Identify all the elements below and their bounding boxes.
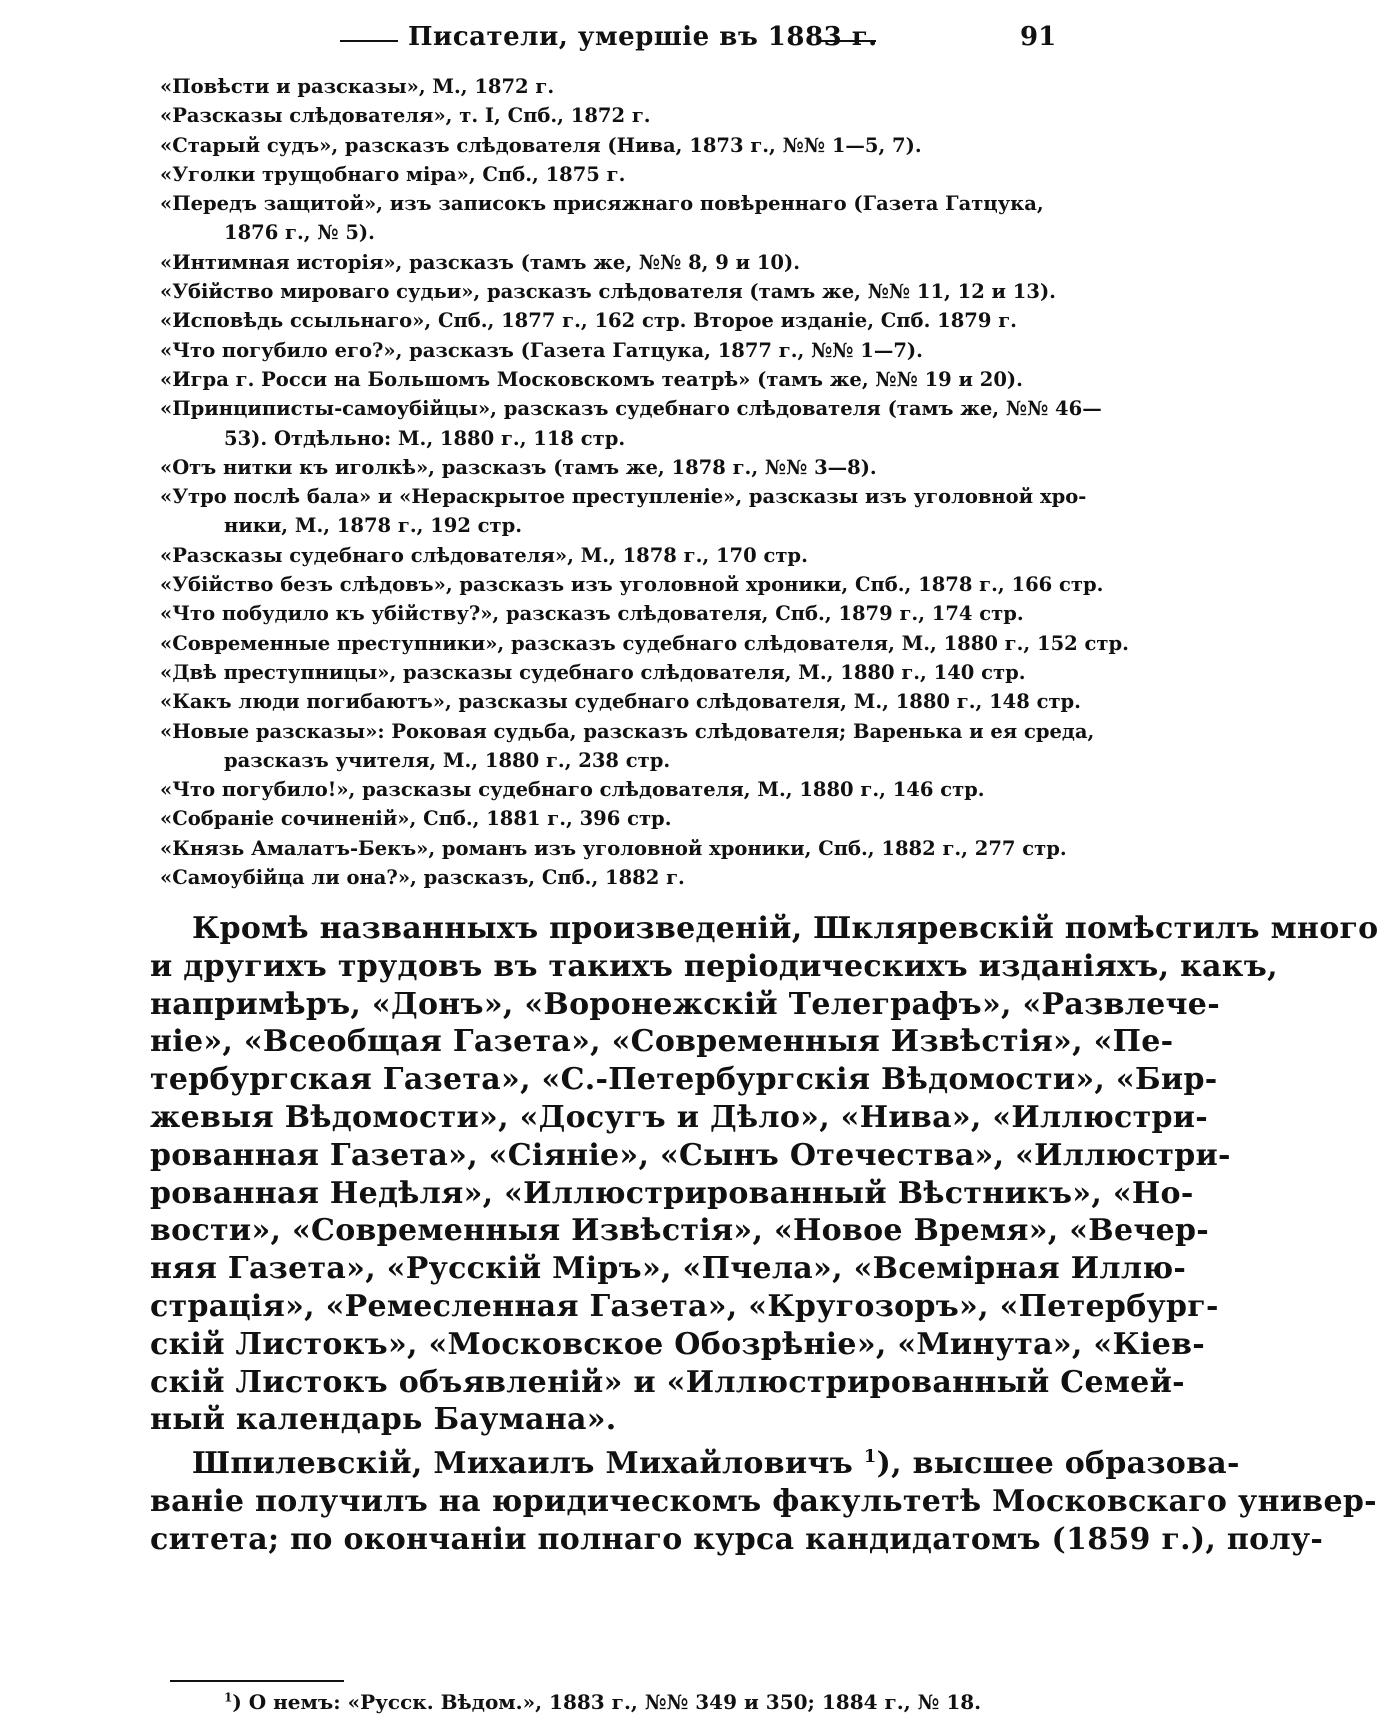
entry-line: «Старый судъ», разсказъ слѣдователя (Нива, 1873 г., №№ 1—5, 7). <box>160 133 922 157</box>
bibliography-entry <box>160 453 1050 482</box>
entry-line: «Князь Амалатъ-Бекъ», романъ изъ уголовной хроники, Спб., 1882 г., 277 стр. <box>160 836 1067 860</box>
bibliography-entry <box>160 629 1129 658</box>
paragraph-line: скій Листокъ объявленій» и «Иллюстрированный Семей- <box>150 1364 1185 1400</box>
header-rule-left <box>340 40 398 42</box>
bibliography-entry <box>160 687 1081 716</box>
paragraph-line: рованная Недѣля», «Иллюстрированный Вѣстникъ», «Но- <box>150 1175 1194 1211</box>
bibliography-entry <box>160 248 1050 277</box>
paragraph-line <box>150 1445 1240 1483</box>
entry-line: «Игра г. Росси на Большомъ Московскомъ театрѣ» (тамъ же, №№ 19 и 20). <box>160 367 1023 391</box>
header-title: Писатели, умершіе въ 1883 г. <box>408 22 878 52</box>
page-number: 91 <box>1020 22 1057 52</box>
entry-line: «Двѣ преступницы», разсказы судебнаго слѣдователя, М., 1880 г., 140 стр. <box>160 660 1026 684</box>
bibliography-entry <box>160 599 1050 628</box>
entry-line: «Отъ нитки къ иголкѣ», разсказъ (тамъ же, 1878 г., №№ 3—8). <box>160 455 877 479</box>
entry-line: «Какъ люди погибаютъ», разсказы судебнаго слѣдователя, М., 1880 г., 148 стр. <box>160 690 1081 714</box>
entry-line: «Что погубило его?», разсказъ (Газета Гатцука, 1877 г., №№ 1—7). <box>160 338 923 362</box>
paragraph-line: ніе», «Всеобщая Газета», «Современныя Извѣстія», «Пе- <box>150 1024 1174 1060</box>
paragraph-line: скій Листокъ», «Московское Обозрѣніе», «Минута», «Кіев- <box>150 1326 1206 1362</box>
entry-line: «Исповѣдь ссыльнаго», Спб., 1877 г., 162 стр. Второе изданіе, Спб. 1879 г. <box>160 309 1017 333</box>
bibliography-entry <box>160 160 1050 189</box>
body-text <box>150 910 1379 1559</box>
paragraph-line: вости», «Современныя Извѣстія», «Новое Время», «Вечер- <box>150 1213 1210 1249</box>
paragraph-line: страція», «Ремесленная Газета», «Кругозоръ», «Петербург- <box>150 1288 1219 1324</box>
entry-line: «Принциписты-самоубійцы», разсказъ судебнаго слѣдователя (тамъ же, №№ 46— <box>160 397 1102 421</box>
paragraph-periodicals <box>150 910 1379 1439</box>
entry-line: «Интимная исторія», разсказъ (тамъ же, №№ 8, 9 и 10). <box>160 250 800 274</box>
bibliography-entry <box>160 834 1067 863</box>
bibliography-entry <box>160 365 1050 394</box>
footnote <box>224 1690 1044 1714</box>
running-header <box>0 22 1140 62</box>
paragraph-line: няя Газета», «Русскій Міръ», «Пчела», «Всемірная Иллю- <box>150 1251 1187 1287</box>
bibliography-entry <box>160 336 1050 365</box>
bibliography-entry <box>160 131 1050 160</box>
entry-line: «Собраніе сочиненій», Спб., 1881 г., 396 стр. <box>160 807 672 831</box>
entry-line: «Уголки трущобнаго міра», Спб., 1875 г. <box>160 162 626 186</box>
entry-line: «Передъ защитой», изъ записокъ присяжнаго повѣреннаго (Газета Гатцука, <box>160 192 1044 216</box>
paragraph-line: и другихъ трудовъ въ такихъ періодическихъ изданіяхъ, какъ, <box>150 948 1278 984</box>
entry-line: «Самоубійца ли она?», разсказъ, Спб., 1882 г. <box>160 866 685 890</box>
entry-continuation: 1876 г., № 5). <box>224 221 375 245</box>
bibliography-entry <box>160 717 1095 776</box>
paragraph-line: ситета; по окончаніи полнаго курса кандидатомъ (1859 г.), полу- <box>150 1521 1324 1557</box>
entry-line: «Разсказы судебнаго слѣдователя», М., 1878 г., 170 стр. <box>160 543 808 567</box>
entry-line: «Убійство безъ слѣдовъ», разсказъ изъ уголовной хроники, Спб., 1878 г., 166 стр. <box>160 573 1104 597</box>
footnote-marker: 1 <box>224 1690 233 1705</box>
bibliography-entry <box>160 394 1102 453</box>
bibliography-entry <box>160 482 1087 541</box>
bibliography-entry <box>160 72 1050 101</box>
entry-line: «Повѣсти и разсказы», М., 1872 г. <box>160 75 555 98</box>
entry-line: «Разсказы слѣдователя», т. I, Спб., 1872 г. <box>160 104 651 128</box>
entry-line: «Что побудило къ убійству?», разсказъ слѣдователя, Спб., 1879 г., 174 стр. <box>160 602 1024 626</box>
entry-continuation: разсказъ учителя, М., 1880 г., 238 стр. <box>224 748 671 772</box>
entry-continuation: 53). Отдѣльно: М., 1880 г., 118 стр. <box>224 426 626 450</box>
paragraph-shpilevsky <box>150 1445 1377 1558</box>
bibliography-entry <box>160 277 1056 306</box>
footnote-rule <box>170 1680 344 1682</box>
paragraph-line-text: ), высшее образова- <box>876 1446 1240 1482</box>
header-rule-right <box>818 40 876 42</box>
entry-line: «Убійство мироваго судьи», разсказъ слѣдователя (тамъ же, №№ 11, 12 и 13). <box>160 280 1056 304</box>
paragraph-line: Кромѣ названныхъ произведеній, Шкляревскій помѣстилъ много <box>192 911 1379 946</box>
paragraph-line: жевыя Вѣдомости», «Досугъ и Дѣло», «Нива», «Иллюстри- <box>150 1099 1209 1135</box>
paragraph-line: рованная Газета», «Сіяніе», «Сынъ Отечества», «Иллюстри- <box>150 1137 1231 1173</box>
bibliography-entry <box>160 189 1050 248</box>
entry-line: «Новые разсказы»: Роковая судьба, разсказъ слѣдователя; Варенька и ея среда, <box>160 719 1095 743</box>
bibliography-entry <box>160 541 1050 570</box>
entry-continuation: ники, М., 1878 г., 192 стр. <box>224 514 523 538</box>
bibliography-entry <box>160 570 1104 599</box>
bibliography-entry <box>160 863 1050 892</box>
entry-line: «Современные преступники», разсказъ судебнаго слѣдователя, М., 1880 г., 152 стр. <box>160 631 1129 655</box>
bibliography-entry <box>160 804 1050 833</box>
paragraph-line: ный календарь Баумана». <box>150 1402 617 1438</box>
paragraph-line: напримѣръ, «Донъ», «Воронежскій Телеграфъ», «Развлече- <box>150 986 1220 1022</box>
bibliography-entry <box>160 658 1050 687</box>
author-name: Шпилевскій, Михаилъ Михайловичъ <box>192 1446 864 1482</box>
paragraph-line: тербургская Газета», «С.-Петербургскія Вѣдомости», «Бир- <box>150 1062 1218 1098</box>
footnote-text: ) О немъ: «Русск. Вѣдом.», 1883 г., №№ 349 и 350; 1884 г., № 18. <box>232 1690 982 1714</box>
bibliography-entry <box>160 306 1050 335</box>
entry-line: «Утро послѣ бала» и «Нераскрытое преступленіе», разсказы изъ уголовной хро- <box>160 485 1087 509</box>
paragraph-line: ваніе получилъ на юридическомъ факультетѣ Московскаго универ- <box>150 1483 1377 1519</box>
bibliography-entry <box>160 775 1050 804</box>
bibliography-list <box>160 72 1129 892</box>
entry-line: «Что погубило!», разсказы судебнаго слѣдователя, М., 1880 г., 146 стр. <box>160 778 985 802</box>
bibliography-entry <box>160 101 1050 130</box>
footnote-ref: 1 <box>863 1446 877 1468</box>
